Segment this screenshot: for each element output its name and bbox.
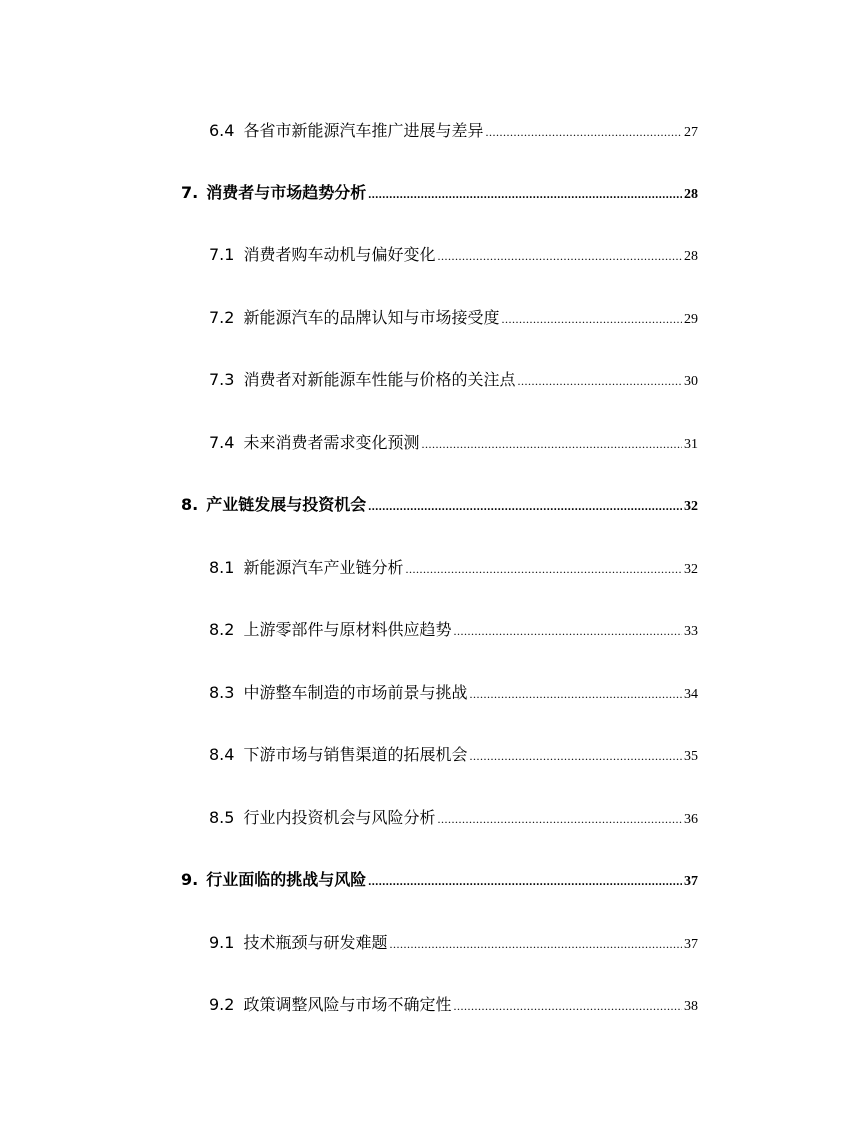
toc-entry-7[interactable] bbox=[181, 180, 698, 203]
toc-entry-number: 8.5 bbox=[209, 808, 235, 827]
toc-entry-title: 技术瓶颈与研发难题 bbox=[243, 933, 388, 952]
toc-page-number: 28 bbox=[684, 187, 698, 202]
toc-entry-title: 各省市新能源汽车推广进展与差异 bbox=[243, 121, 484, 140]
toc-entry-number: 7. bbox=[181, 183, 199, 202]
toc-dot-leader bbox=[517, 375, 682, 387]
toc-entry-9[interactable] bbox=[181, 867, 698, 890]
toc-dot-leader bbox=[389, 938, 682, 950]
toc-page-number: 33 bbox=[684, 624, 698, 639]
toc-entry-number: 7.4 bbox=[209, 433, 235, 452]
toc-dot-leader bbox=[453, 625, 682, 637]
toc-dot-leader bbox=[469, 688, 682, 700]
toc-entry-title: 政策调整风险与市场不确定性 bbox=[243, 995, 452, 1014]
toc-page-number: 37 bbox=[684, 937, 698, 952]
toc-entry-number: 8.1 bbox=[209, 558, 235, 577]
toc-entry-7-2[interactable] bbox=[209, 305, 698, 328]
toc-page-number: 27 bbox=[684, 125, 698, 140]
toc-entry-6-4[interactable] bbox=[209, 118, 698, 141]
toc-entry-title: 新能源汽车产业链分析 bbox=[243, 558, 404, 577]
toc-entry-number: 7.1 bbox=[209, 245, 235, 264]
toc-page-number: 29 bbox=[684, 312, 698, 327]
toc-entry-number: 9.2 bbox=[209, 995, 235, 1014]
toc-page-number: 34 bbox=[684, 687, 698, 702]
toc-dot-leader bbox=[485, 126, 682, 138]
toc-entry-7-3[interactable] bbox=[209, 367, 698, 390]
toc-dot-leader bbox=[453, 1000, 682, 1012]
toc-dot-leader bbox=[469, 750, 682, 762]
toc-entry-8-3[interactable] bbox=[209, 680, 698, 703]
toc-entry-9-2[interactable] bbox=[209, 992, 698, 1015]
toc-entry-number: 7.2 bbox=[209, 308, 235, 327]
toc-entry-title: 产业链发展与投资机会 bbox=[206, 495, 367, 514]
toc-entry-8-1[interactable] bbox=[209, 555, 698, 578]
toc-entry-number: 9. bbox=[181, 870, 199, 889]
toc-entry-number: 8. bbox=[181, 495, 199, 514]
toc-page-number: 36 bbox=[684, 812, 698, 827]
toc-page-number: 32 bbox=[684, 499, 698, 514]
toc-dot-leader bbox=[421, 438, 682, 450]
toc-entry-title: 行业内投资机会与风险分析 bbox=[243, 808, 436, 827]
toc-page-number: 31 bbox=[684, 437, 698, 452]
toc-entry-title: 中游整车制造的市场前景与挑战 bbox=[243, 683, 468, 702]
toc-entry-number: 6.4 bbox=[209, 121, 235, 140]
toc-entry-number: 8.2 bbox=[209, 620, 235, 639]
toc-dot-leader bbox=[368, 188, 682, 200]
toc-page-number: 30 bbox=[684, 374, 698, 389]
toc-entry-9-1[interactable] bbox=[209, 930, 698, 953]
toc-entry-7-4[interactable] bbox=[209, 430, 698, 453]
toc-dot-leader bbox=[437, 813, 682, 825]
toc-entry-8-4[interactable] bbox=[209, 742, 698, 765]
toc-entry-number: 9.1 bbox=[209, 933, 235, 952]
toc-entry-title: 消费者与市场趋势分析 bbox=[206, 183, 367, 202]
toc-page-number: 28 bbox=[684, 249, 698, 264]
toc-entry-8-2[interactable] bbox=[209, 617, 698, 640]
toc-entry-title: 下游市场与销售渠道的拓展机会 bbox=[243, 745, 468, 764]
toc-dot-leader bbox=[368, 500, 682, 512]
toc-entry-7-1[interactable] bbox=[209, 242, 698, 265]
toc-page-number: 38 bbox=[684, 999, 698, 1014]
toc-dot-leader bbox=[405, 563, 682, 575]
toc-entry-title: 未来消费者需求变化预测 bbox=[243, 433, 420, 452]
toc-entry-title: 消费者对新能源车性能与价格的关注点 bbox=[243, 370, 516, 389]
toc-entry-title: 上游零部件与原材料供应趋势 bbox=[243, 620, 452, 639]
toc-entry-number: 8.4 bbox=[209, 745, 235, 764]
toc-dot-leader bbox=[437, 250, 682, 262]
toc-dot-leader bbox=[501, 313, 682, 325]
toc-dot-leader bbox=[368, 875, 682, 887]
toc-page-number: 32 bbox=[684, 562, 698, 577]
toc-entry-8[interactable] bbox=[181, 492, 698, 515]
toc-entry-title: 消费者购车动机与偏好变化 bbox=[243, 245, 436, 264]
toc-page-number: 37 bbox=[684, 874, 698, 889]
toc-entry-number: 7.3 bbox=[209, 370, 235, 389]
toc-entry-number: 8.3 bbox=[209, 683, 235, 702]
toc-entry-title: 新能源汽车的品牌认知与市场接受度 bbox=[243, 308, 500, 327]
toc-entry-title: 行业面临的挑战与风险 bbox=[206, 870, 367, 889]
toc-page-number: 35 bbox=[684, 749, 698, 764]
toc-entry-8-5[interactable] bbox=[209, 805, 698, 828]
